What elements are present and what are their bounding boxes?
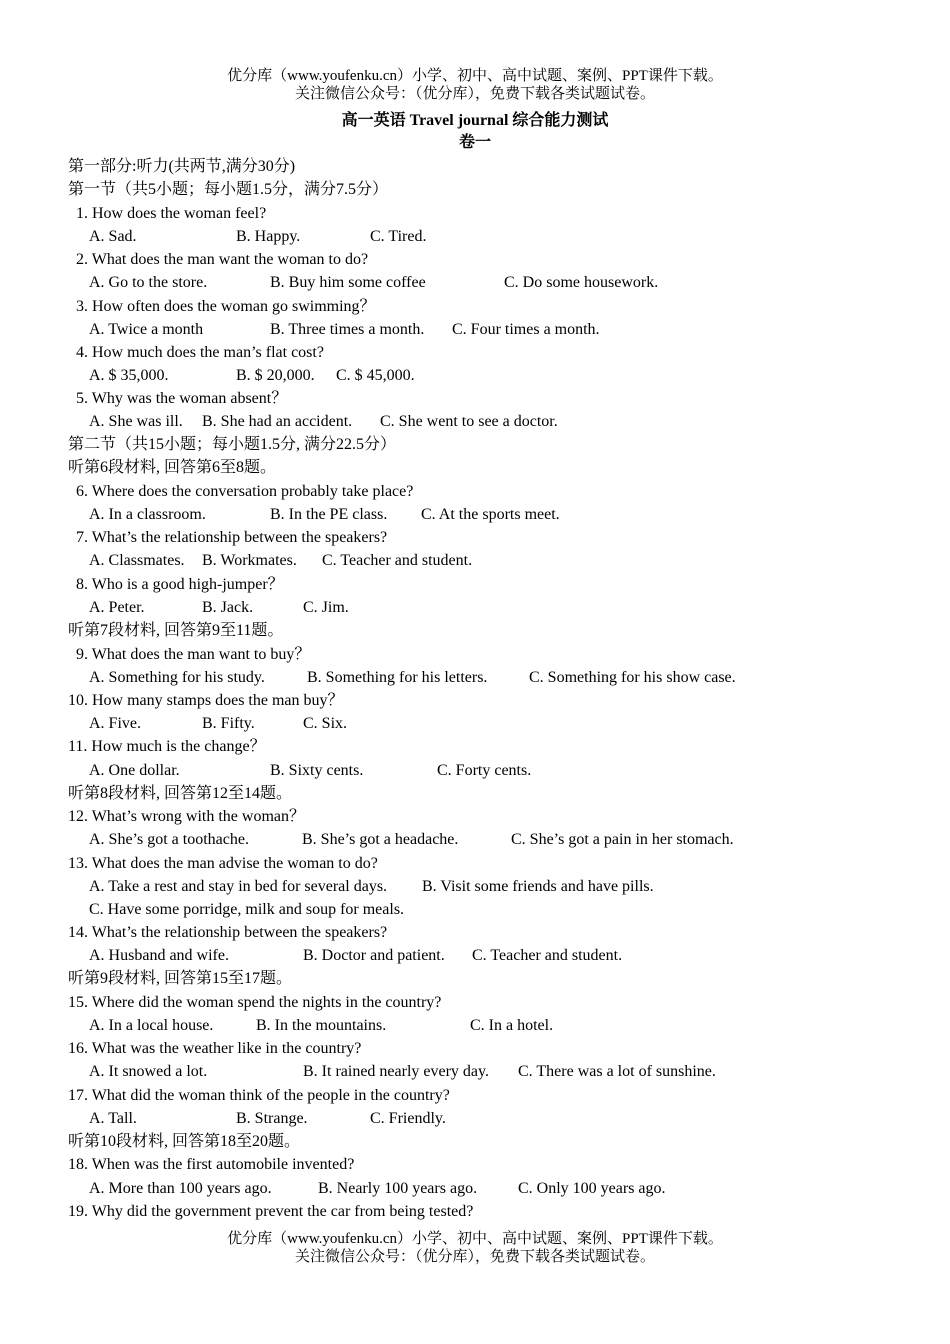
option-8b: B. Jack. xyxy=(202,599,254,616)
option-14b: B. Doctor and patient. xyxy=(303,947,445,964)
material-7-heading: 听第7段材料, 回答第9至11题。 xyxy=(68,622,284,639)
option-9a: A. Something for his study. xyxy=(89,669,265,686)
option-11a: A. One dollar. xyxy=(89,762,180,779)
option-17c: C. Friendly. xyxy=(370,1110,446,1127)
material-10-heading: 听第10段材料, 回答第18至20题。 xyxy=(68,1133,301,1150)
option-1b: B. Happy. xyxy=(236,228,301,245)
option-8c: C. Jim. xyxy=(303,599,349,616)
question-9: 9. What does the man want to buy？ xyxy=(76,646,311,663)
question-18: 18. When was the first automobile invented? xyxy=(68,1156,355,1173)
option-1a: A. Sad. xyxy=(89,228,137,245)
option-11c: C. Forty cents. xyxy=(437,762,532,779)
option-18c: C. Only 100 years ago. xyxy=(518,1180,666,1197)
question-2: 2. What does the man want the woman to do? xyxy=(76,251,369,268)
question-1: 1. How does the woman feel? xyxy=(76,205,267,222)
option-18a: A. More than 100 years ago. xyxy=(89,1180,272,1197)
option-10c: C. Six. xyxy=(303,715,348,732)
option-1c: C. Tired. xyxy=(370,228,427,245)
material-6-heading: 听第6段材料, 回答第6至8题。 xyxy=(68,459,277,476)
section1-heading: 第一节（共5小题；每小题1.5分，满分7.5分） xyxy=(68,181,389,198)
question-6: 6. Where does the conversation probably take place? xyxy=(76,483,414,500)
section2-heading: 第二节（共15小题；每小题1.5分, 满分22.5分） xyxy=(68,436,397,453)
option-3a: A. Twice a month xyxy=(89,321,204,338)
option-6c: C. At the sports meet. xyxy=(421,506,560,523)
question-5: 5. Why was the woman absent？ xyxy=(76,390,288,407)
question-11: 11. How much is the change？ xyxy=(68,738,266,755)
header-ad-line2: 关注微信公众号：（优分库），免费下载各类试题试卷。 xyxy=(294,86,655,102)
option-15a: A. In a local house. xyxy=(89,1017,214,1034)
question-3: 3. How often does the woman go swimming？ xyxy=(76,298,376,315)
option-3c: C. Four times a month. xyxy=(452,321,600,338)
header-ad-line1: 优分库（www.youfenku.cn）小学、初中、高中试题、案例、PPT课件下载。 xyxy=(227,68,723,84)
option-7a: A. Classmates. xyxy=(89,552,185,569)
option-12a: A. She’s got a toothache. xyxy=(89,831,249,848)
option-6b: B. In the PE class. xyxy=(270,506,388,523)
option-16a: A. It snowed a lot. xyxy=(89,1063,208,1080)
option-10b: B. Fifty. xyxy=(202,715,255,732)
option-10a: A. Five. xyxy=(89,715,141,732)
option-12c: C. She’s got a pain in her stomach. xyxy=(511,831,734,848)
option-4b: B. $ 20,000. xyxy=(236,367,315,384)
option-2a: A. Go to the store. xyxy=(89,274,208,291)
option-4a: A. $ 35,000. xyxy=(89,367,169,384)
option-4c: C. $ 45,000. xyxy=(336,367,415,384)
option-17a: A. Tall. xyxy=(89,1110,137,1127)
option-12b: B. She’s got a headache. xyxy=(302,831,459,848)
option-7b: B. Workmates. xyxy=(202,552,297,569)
question-16: 16. What was the weather like in the country? xyxy=(68,1040,362,1057)
option-16b: B. It rained nearly every day. xyxy=(303,1063,489,1080)
option-15c: C. In a hotel. xyxy=(470,1017,554,1034)
question-14: 14. What’s the relationship between the speakers? xyxy=(68,924,388,941)
option-2b: B. Buy him some coffee xyxy=(270,274,426,291)
option-6a: A. In a classroom. xyxy=(89,506,206,523)
footer-ad-line1: 优分库（www.youfenku.cn）小学、初中、高中试题、案例、PPT课件下载。 xyxy=(227,1231,723,1247)
material-9-heading: 听第9段材料, 回答第15至17题。 xyxy=(68,970,293,987)
option-15b: B. In the mountains. xyxy=(256,1017,387,1034)
option-5b: B. She had an accident. xyxy=(202,413,353,430)
option-11b: B. Sixty cents. xyxy=(270,762,364,779)
question-15: 15. Where did the woman spend the nights in the country? xyxy=(68,994,442,1011)
material-8-heading: 听第8段材料, 回答第12至14题。 xyxy=(68,785,293,802)
question-13: 13. What does the man advise the woman to do? xyxy=(68,855,378,872)
question-12: 12. What’s wrong with the woman？ xyxy=(68,808,306,825)
option-14a: A. Husband and wife. xyxy=(89,947,229,964)
option-9b: B. Something for his letters. xyxy=(307,669,488,686)
option-18b: B. Nearly 100 years ago. xyxy=(318,1180,478,1197)
option-5c: C. She went to see a doctor. xyxy=(380,413,558,430)
part1-heading: 第一部分:听力(共两节,满分30分) xyxy=(68,158,296,175)
question-7: 7. What’s the relationship between the speakers? xyxy=(76,529,388,546)
option-9c: C. Something for his show case. xyxy=(529,669,736,686)
page-title: 高一英语 Travel journal 综合能力测试 xyxy=(341,112,609,129)
option-5a: A. She was ill. xyxy=(89,413,183,430)
option-14c: C. Teacher and student. xyxy=(472,947,623,964)
option-2c: C. Do some housework. xyxy=(504,274,659,291)
page-subtitle: 卷一 xyxy=(458,134,491,151)
question-8: 8. Who is a good high-jumper？ xyxy=(76,576,284,593)
question-10: 10. How many stamps does the man buy？ xyxy=(68,692,344,709)
footer-ad-line2: 关注微信公众号：（优分库），免费下载各类试题试卷。 xyxy=(294,1249,655,1265)
option-7c: C. Teacher and student. xyxy=(322,552,473,569)
option-13a: A. Take a rest and stay in bed for several days. xyxy=(89,878,388,895)
question-17: 17. What did the woman think of the people in the country? xyxy=(68,1087,450,1104)
option-17b: B. Strange. xyxy=(236,1110,308,1127)
question-4: 4. How much does the man’s flat cost? xyxy=(76,344,324,361)
question-19: 19. Why did the government prevent the car from being tested? xyxy=(68,1203,474,1220)
option-3b: B. Three times a month. xyxy=(270,321,425,338)
option-8a: A. Peter. xyxy=(89,599,145,616)
option-13b: B. Visit some friends and have pills. xyxy=(422,878,654,895)
option-13c: C. Have some porridge, milk and soup for meals. xyxy=(89,901,405,918)
option-16c: C. There was a lot of sunshine. xyxy=(518,1063,716,1080)
